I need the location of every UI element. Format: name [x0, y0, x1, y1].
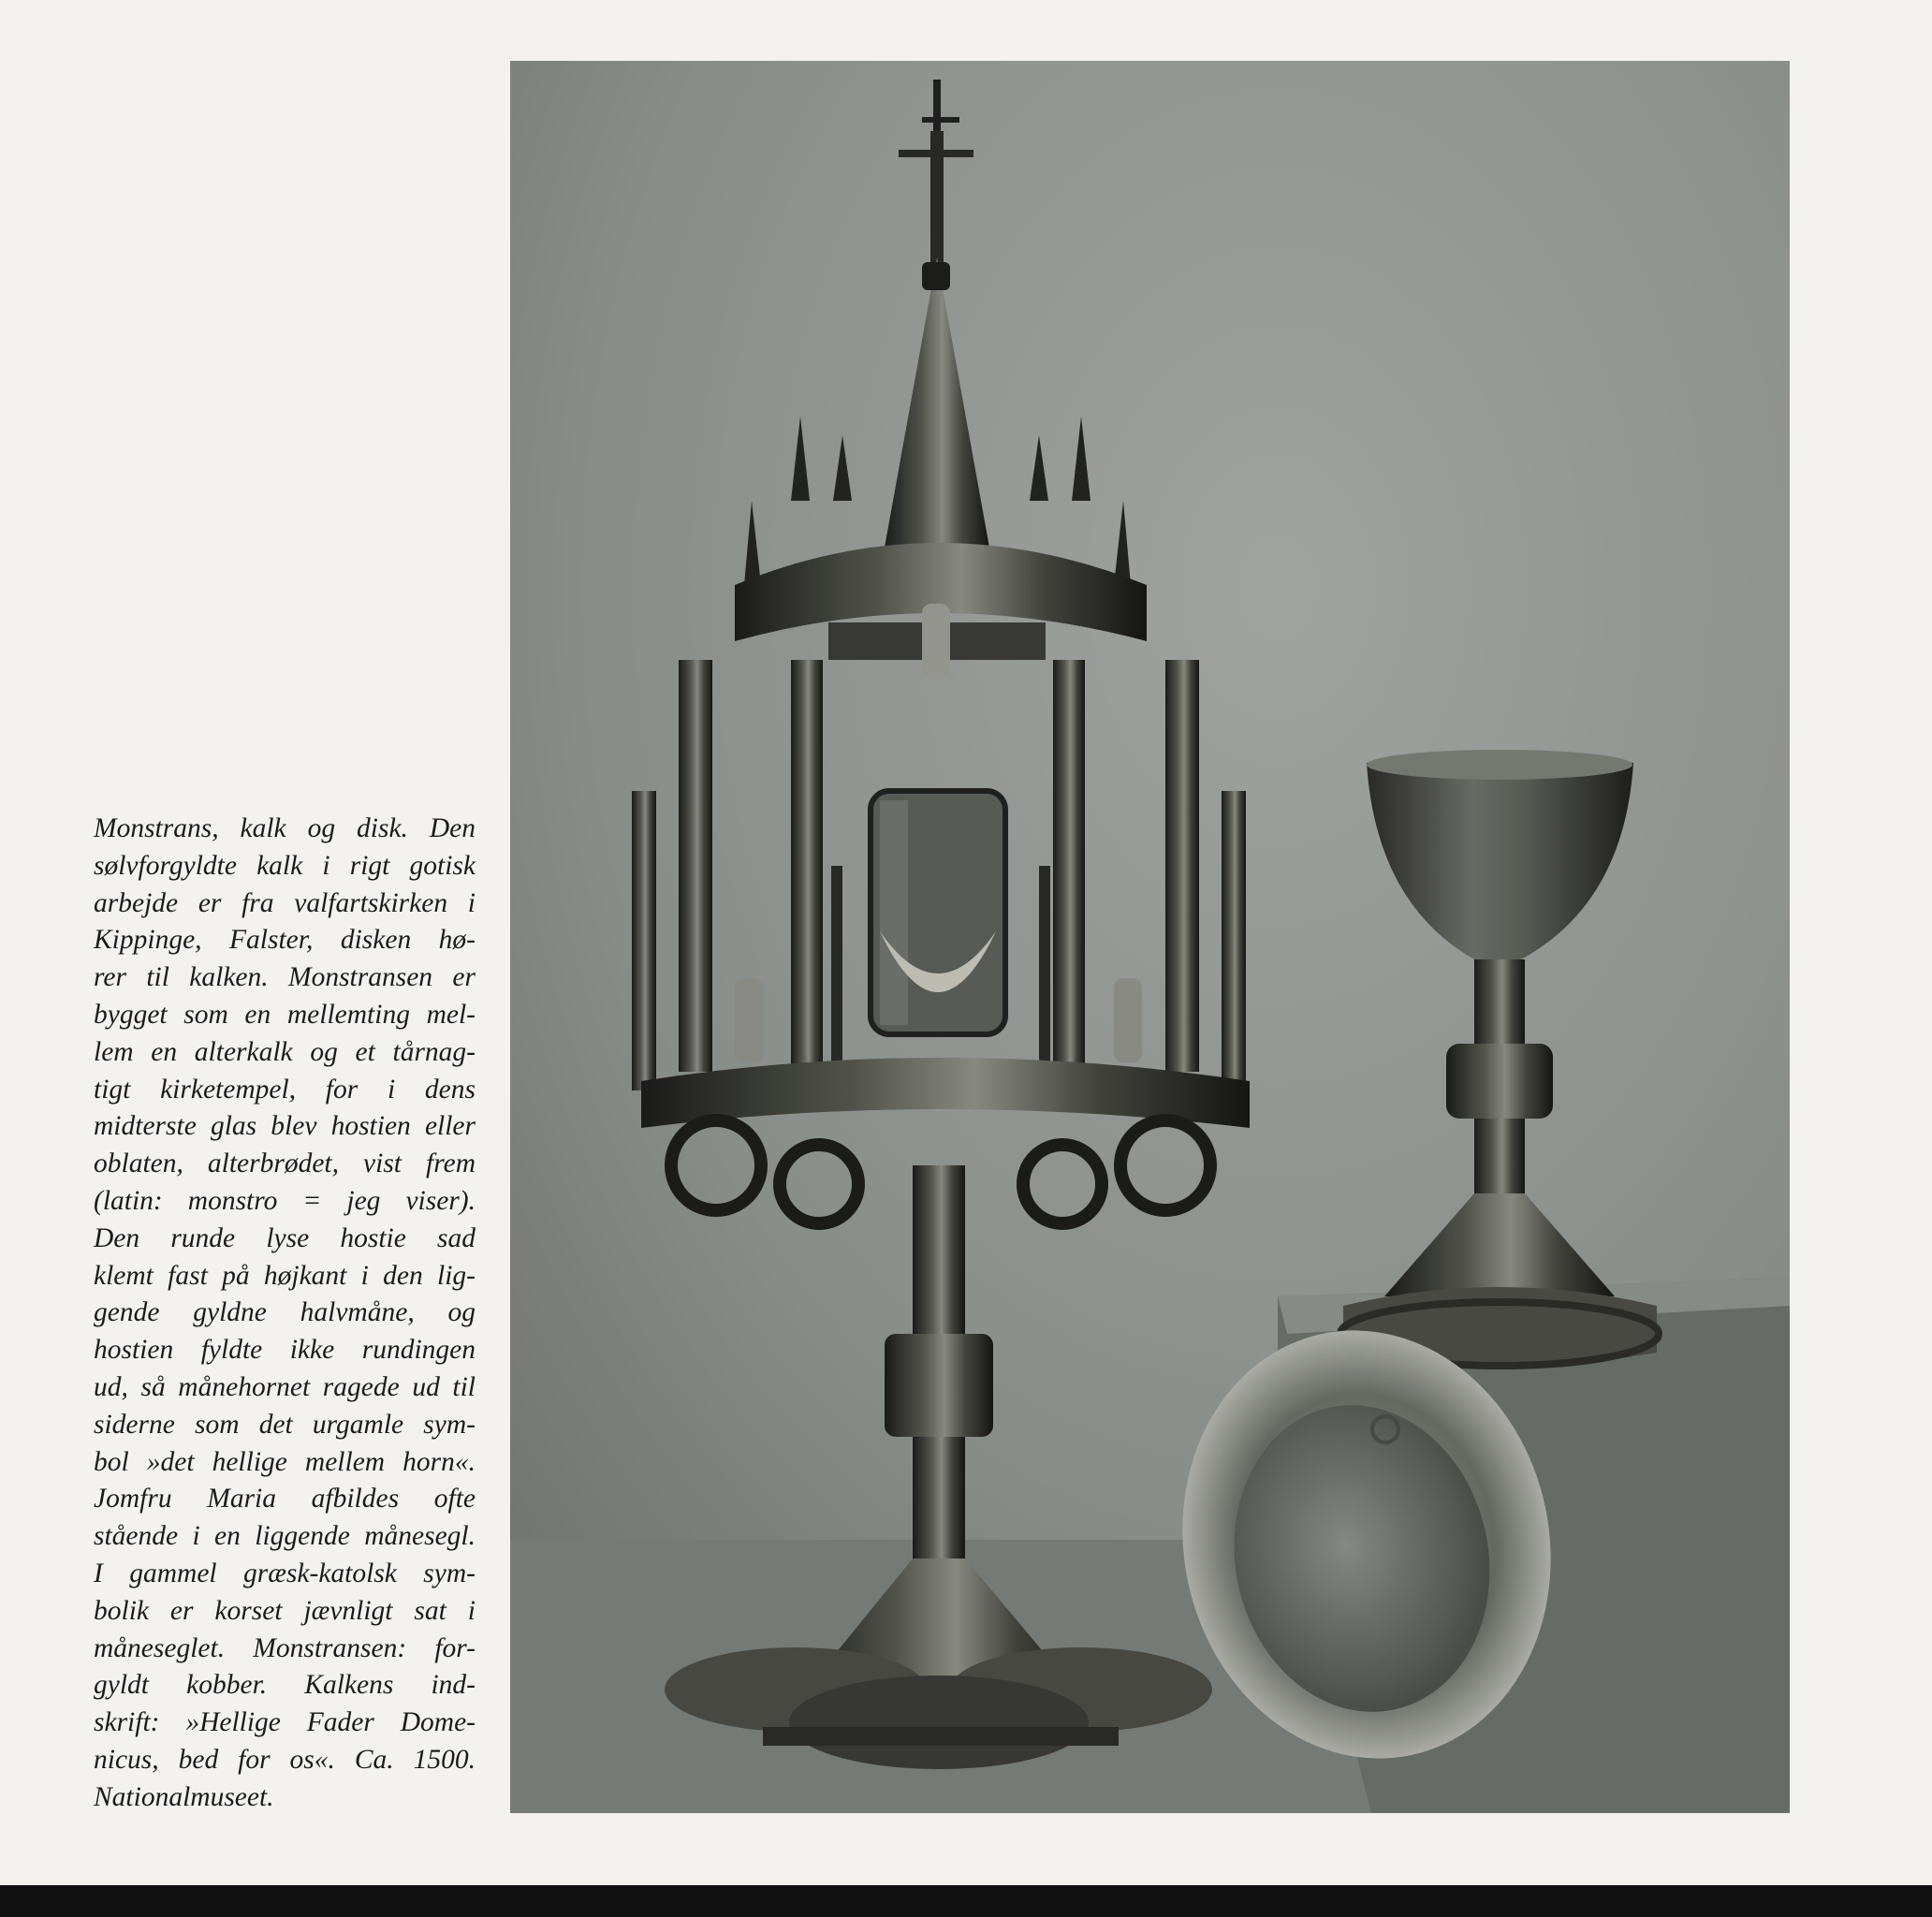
- caption-line: lem en alterkalk og et tårnag-: [94, 1036, 476, 1067]
- caption-line: hostien fyldte ikke rundingen: [94, 1335, 476, 1366]
- caption-text: [94, 811, 476, 1817]
- caption-line: arbejde er fra valfartskirken i: [94, 887, 476, 918]
- caption-line: siderne som det urgamle sym-: [94, 1409, 476, 1440]
- monstrance-chalice-paten-photo: [510, 61, 1790, 1813]
- caption-line: måneseglet. Monstransen: for-: [94, 1632, 476, 1663]
- caption-line: Kippinge, Falster, disken hø-: [94, 925, 476, 956]
- caption-line: midterste glas blev hostien eller: [94, 1111, 476, 1142]
- caption-line: bol »det hellige mellem horn«.: [94, 1446, 476, 1477]
- caption-line: Monstrans, kalk og disk. Den: [94, 813, 476, 843]
- caption-line: ud, så månehornet ragede ud til: [94, 1371, 476, 1402]
- caption-line: nicus, bed for os«. Ca. 1500.: [94, 1744, 476, 1775]
- caption-line: sølvforgyldte kalk i rigt gotisk: [94, 850, 476, 881]
- caption-line: gende gyldne halvmåne, og: [94, 1297, 476, 1328]
- caption-line: Nationalmuseet.: [94, 1781, 274, 1812]
- page-edge: [0, 1885, 1932, 1917]
- caption-line: skrift: »Hellige Fader Dome-: [94, 1707, 476, 1738]
- caption-line: (latin: monstro = jeg viser).: [94, 1185, 476, 1216]
- caption-line: bolik er korset jævnligt sat i: [94, 1595, 476, 1626]
- caption-line: Den runde lyse hostie sad: [94, 1222, 476, 1253]
- caption-line: bygget som en mellemting mel-: [94, 999, 476, 1030]
- caption-line: gyldt kobber. Kalkens ind-: [94, 1670, 476, 1701]
- caption-line: rer til kalken. Monstransen er: [94, 962, 476, 993]
- caption-line: oblaten, alterbrødet, vist frem: [94, 1149, 476, 1179]
- caption-line: tigt kirketempel, for i dens: [94, 1074, 476, 1105]
- caption-line: stående i en liggende månesegl.: [94, 1521, 476, 1552]
- caption-line: Jomfru Maria afbildes ofte: [94, 1484, 476, 1515]
- caption-line: I gammel græsk-katolsk sym-: [94, 1558, 476, 1588]
- caption-line: klemt fast på højkant i den lig-: [94, 1260, 476, 1291]
